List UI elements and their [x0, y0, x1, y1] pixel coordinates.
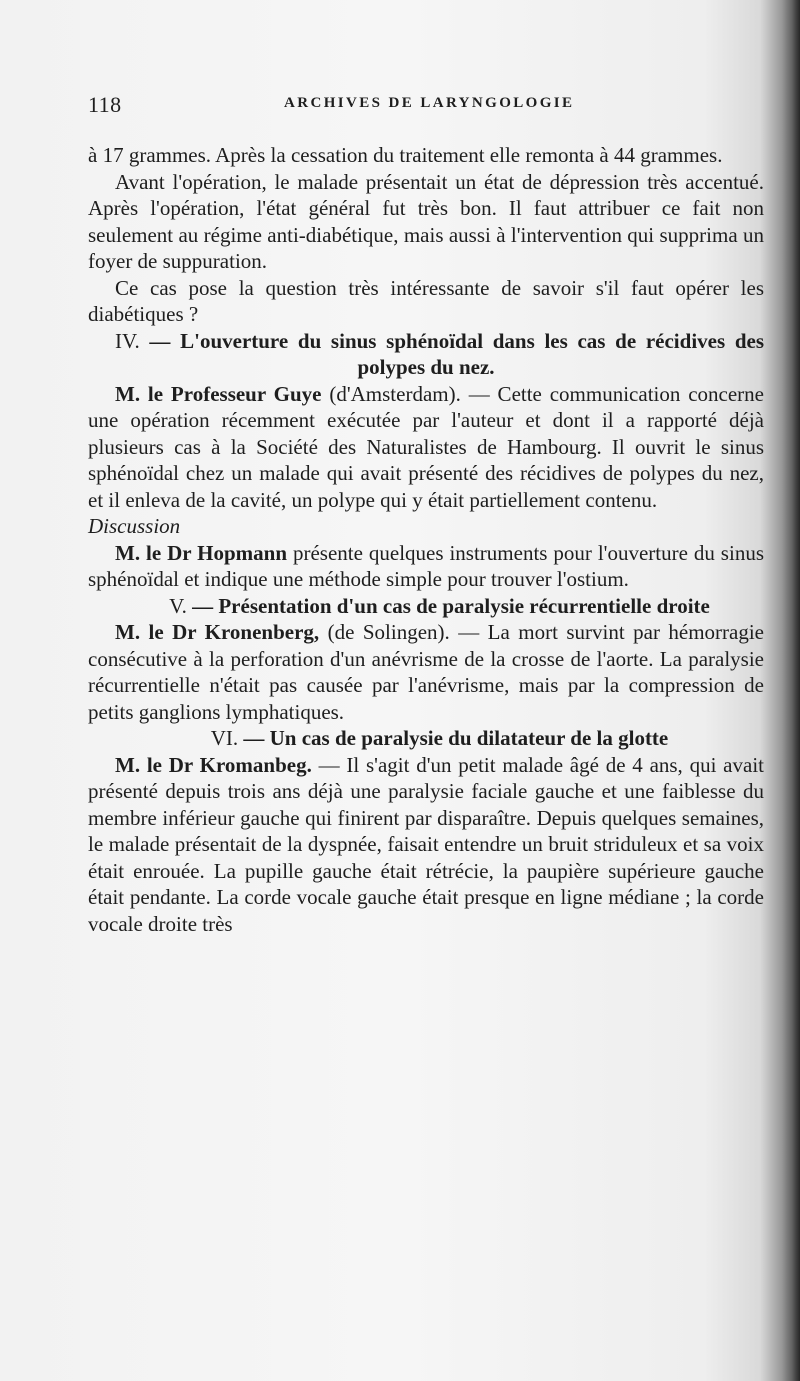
paragraph	[88, 619, 764, 725]
discussion-heading: Discussion	[88, 514, 181, 538]
speaker-name: M. le Professeur Guye	[115, 381, 322, 406]
page-edge-shadow	[782, 0, 800, 1381]
section-heading: — Un cas de paralysie du dilatateur de la glotte	[243, 726, 669, 750]
paragraph	[88, 540, 764, 593]
section-number: IV.	[115, 328, 140, 353]
section-heading: — L'ouverture du sinus sphénoïdal dans les cas de récidives des polypes du nez.	[149, 328, 765, 379]
page-body	[88, 142, 764, 937]
section-number: VI.	[210, 726, 239, 750]
paragraph: à 17 grammes. Après la cessation du traitement elle remonta à 44 grammes.	[88, 143, 723, 167]
paragraph	[88, 752, 764, 938]
page-header	[88, 92, 768, 122]
paragraph-text: (de Solingen). — La mort survint par hémorragie consécutive à la perforation d'un anévrisme de la crosse de l'aorte. La paralysie récurrentielle n'était pas causée par l'anévrisme, mais par la compression de petits ganglions lymphatiques.	[88, 620, 765, 724]
speaker-name: M. le Dr Kromanbeg.	[115, 752, 312, 777]
section-title-vi	[88, 725, 764, 752]
speaker-name: M. le Dr Hopmann	[115, 540, 288, 565]
section-title-v	[88, 593, 764, 620]
paragraph-text: (d'Amsterdam). — Cette communication concerne une opération récemment exécutée par l'auteur et dont il a rapporté déjà plusieurs cas à la Société des Naturalistes de Hambourg. Il ouvrit le sinus sphénoïdal chez un malade qui avait présenté des récidives de polypes du nez, et il enleva de la cavité, un polype qui y était partiellement contenu.	[88, 381, 764, 512]
section-heading: — Présentation d'un cas de paralysie récurrentielle droite	[192, 593, 710, 618]
paragraph-text: — Il s'agit d'un petit malade âgé de 4 ans, qui avait présenté depuis trois ans déjà une paralysie faciale gauche et une faiblesse du membre inférieur gauche qui finirent par disparaître. Depuis quelques semaines, le malade présentait de la dyspnée, faisait entendre un bruit striduleux et sa voix était enrouée. La pupille gauche était rétrécie, la paupière supérieure gauche était pendante. La corde vocale gauche était presque en ligne médiane ; la corde vocale droite très	[88, 752, 764, 936]
page-number: 118	[88, 92, 122, 117]
paragraph: Ce cas pose la question très intéressante de savoir s'il faut opérer les diabétiques ?	[88, 275, 764, 326]
paragraph: Avant l'opération, le malade présentait un état de dépression très accentué. Après l'opération, l'état général fut très bon. Il faut attribuer ce fait non seulement au régime anti-diabétique, mais aussi à l'intervention qui supprima un foyer de suppuration.	[88, 169, 764, 273]
speaker-name: M. le Dr Kronenberg,	[115, 620, 320, 644]
section-title-iv	[88, 328, 764, 381]
paragraph	[88, 381, 764, 514]
paragraph-text: présente quelques instruments pour l'ouverture du sinus sphénoïdal et indique une méthode simple pour trouver l'ostium.	[88, 540, 764, 591]
section-number: V.	[169, 593, 187, 618]
running-head: ARCHIVES DE LARYNGOLOGIE	[284, 95, 575, 111]
